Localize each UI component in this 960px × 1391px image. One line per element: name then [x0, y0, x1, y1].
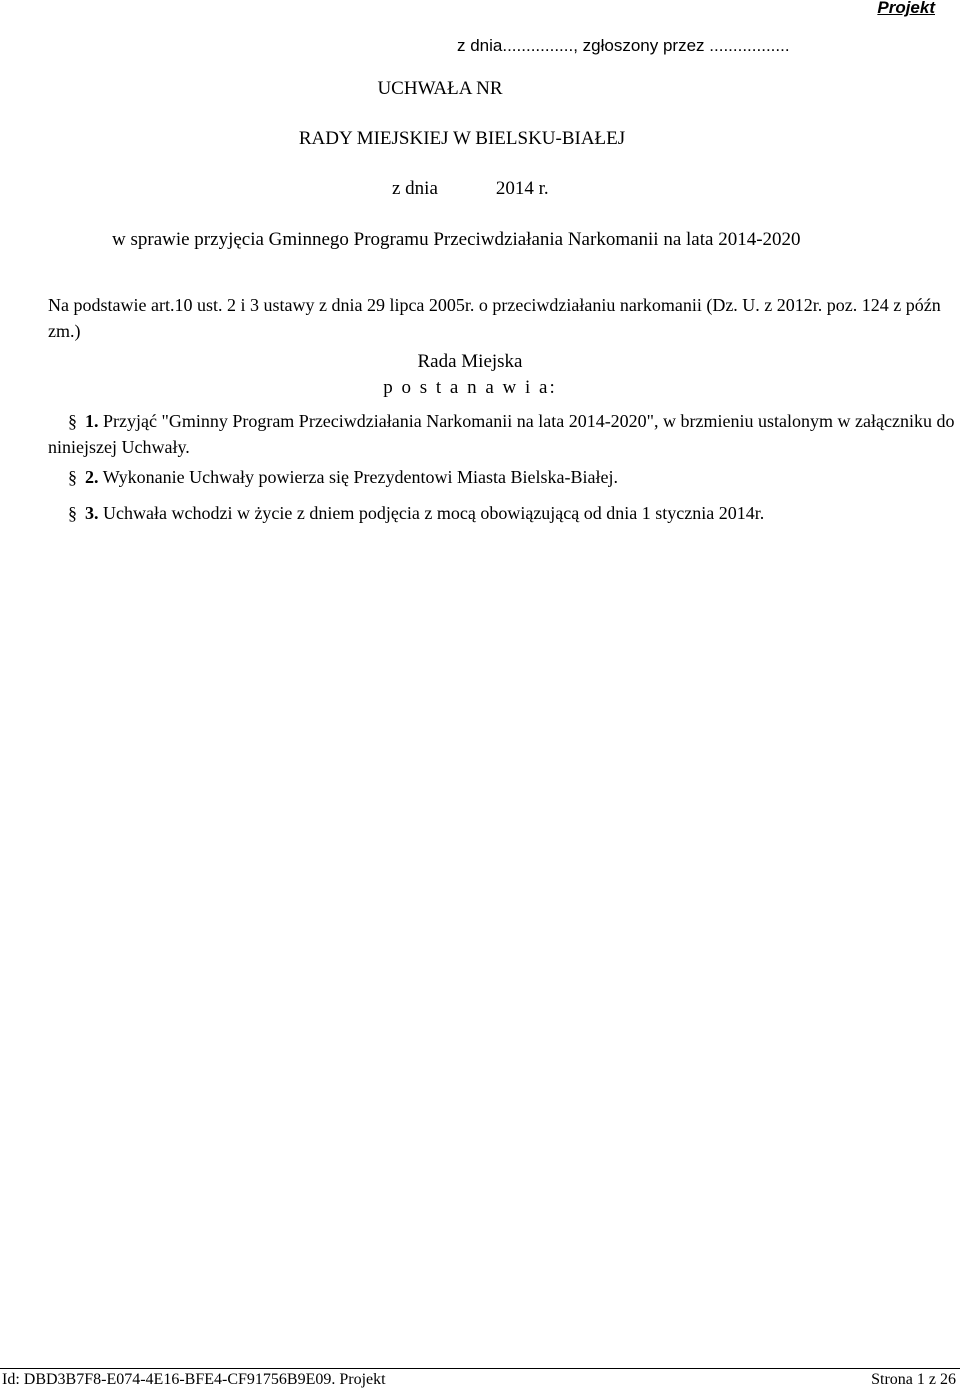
- submission-line: z dnia..............., zgłoszony przez .................: [457, 36, 790, 55]
- resolution-number-title: UCHWAŁA NR: [377, 78, 503, 99]
- draft-label: Projekt: [877, 0, 935, 17]
- section-symbol: §: [68, 503, 77, 523]
- footer-divider: [0, 1368, 960, 1369]
- council-name: Rada Miejska: [417, 351, 523, 372]
- resolution-date: [392, 178, 549, 200]
- clause-text: Wykonanie Uchwały powierza się Prezydentowi Miasta Bielska-Białej.: [102, 467, 618, 487]
- clause-number: 2.: [85, 467, 99, 487]
- clause-1: [48, 408, 958, 460]
- clause-text: Uchwała wchodzi w życie z dniem podjęcia z mocą obowiązującą od dnia 1 stycznia 2014r.: [103, 503, 765, 523]
- date-prefix: z dnia: [392, 178, 438, 199]
- section-symbol: §: [68, 467, 77, 487]
- section-symbol: §: [68, 411, 77, 431]
- clause-3: [48, 500, 958, 526]
- clause-2: [48, 464, 958, 490]
- council-title: RADY MIEJSKIEJ W BIELSKU-BIAŁEJ: [298, 128, 626, 149]
- resolution-subject: w sprawie przyjęcia Gminnego Programu Przeciwdziałania Narkomanii na lata 2014-2020: [112, 229, 801, 250]
- footer-page-number: Strona 1 z 26: [871, 1371, 956, 1388]
- clause-number: 3.: [85, 503, 99, 523]
- council-resolves: p o s t a n a w i a:: [383, 377, 557, 398]
- clause-number: 1.: [85, 411, 99, 431]
- legal-basis: Na podstawie art.10 ust. 2 i 3 ustawy z dnia 29 lipca 2005r. o przeciwdziałaniu narkomanii (Dz. U. z 2012r. poz. 124 z późn zm.): [48, 295, 941, 341]
- council-block: [0, 349, 960, 401]
- date-year: 2014 r.: [495, 178, 549, 199]
- footer-document-id: Id: DBD3B7F8-E074-4E16-BFE4-CF91756B9E09. Projekt: [2, 1371, 386, 1388]
- clause-text: Przyjąć "Gminny Program Przeciwdziałania Narkomanii na lata 2014-2020", w brzmieniu ustalonym w załączniku do niniejszej Uchwały.: [48, 411, 955, 457]
